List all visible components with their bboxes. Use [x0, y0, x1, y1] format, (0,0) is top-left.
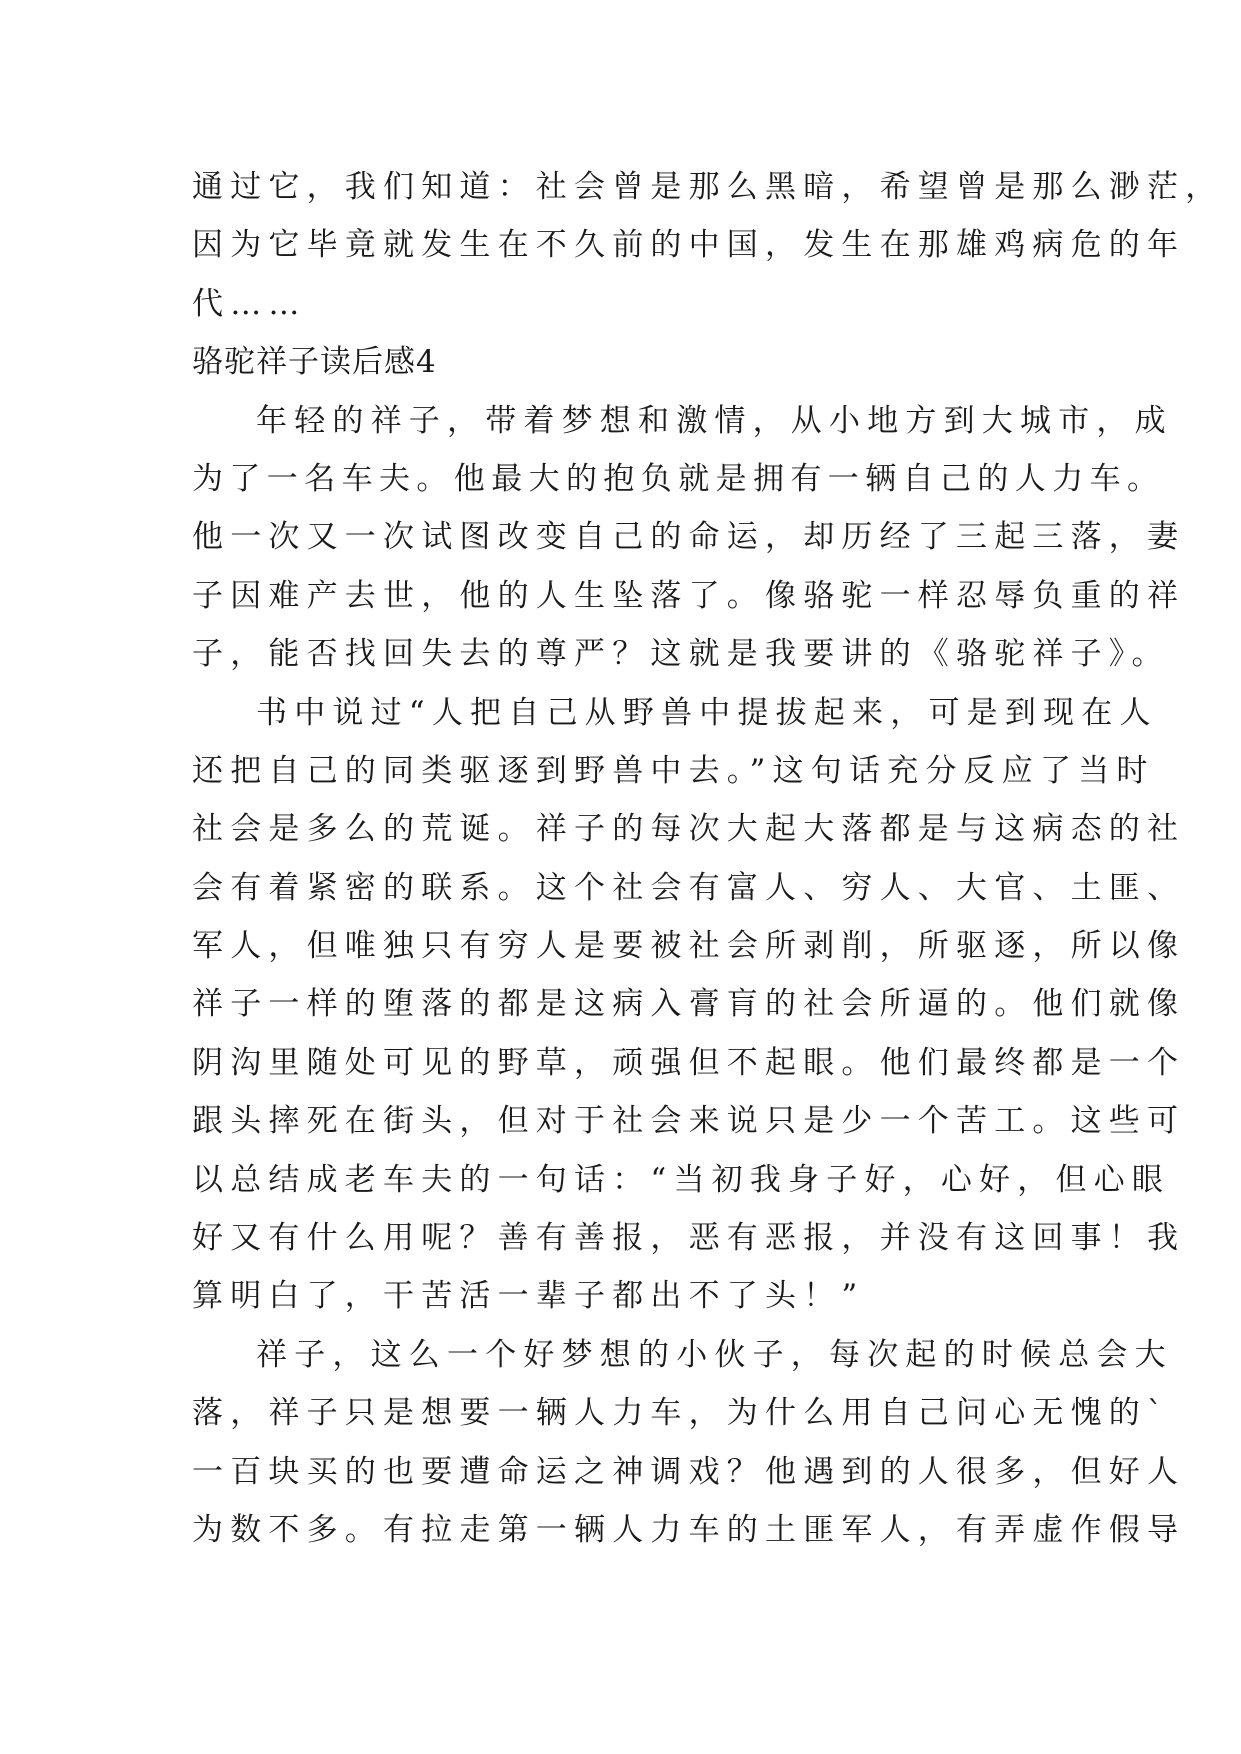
paragraph-line: 会有着紧密的联系。这个社会有富人、穷人、大官、土匪、 [192, 869, 1186, 906]
paragraph-line: 祥子，这么一个好梦想的小伙子，每次起的时候总会大 [256, 1336, 1173, 1373]
intro-line: 因为它毕竟就发生在不久前的中国，发生在那雄鸡病危的年 [192, 227, 1186, 264]
paragraph-line: 算明白了，干苦活一辈子都出不了头！” [192, 1278, 865, 1315]
paragraph-line: 社会是多么的荒诞。祥子的每次大起大落都是与这病态的社 [192, 811, 1186, 848]
paragraph-line: 为了一名车夫。他最大的抱负就是拥有一辆自己的人力车。 [192, 460, 1165, 497]
paragraph-line: 他一次又一次试图改变自己的命运，却历经了三起三落，妻 [192, 519, 1186, 556]
paragraph-line: 书中说过“人把自己从野兽中提拔起来，可是到现在人 [256, 694, 1158, 731]
paragraph-line: 落，祥子只是想要一辆人力车，为什么用自己问心无愧的` [192, 1395, 1170, 1432]
paragraph-line: 军人，但唯独只有穷人是要被社会所剥削，所驱逐，所以像 [192, 928, 1186, 965]
paragraph-line: 一百块买的也要遭命运之神调戏？他遇到的人很多，但好人 [192, 1453, 1186, 1490]
paragraph-line: 跟头摔死在街头，但对于社会来说只是少一个苦工。这些可 [192, 1103, 1186, 1140]
paragraph-2 [192, 684, 1186, 1326]
paragraph-line: 还把自己的同类驱逐到野兽中去。”这句话充分反应了当时 [192, 752, 1155, 789]
document-body [192, 158, 1224, 1559]
section-title: 骆驼祥子读后感4 [192, 344, 437, 381]
paragraph-line: 子因难产去世，他的人生坠落了。像骆驼一样忍辱负重的祥 [192, 577, 1186, 614]
intro-line: 代…… [192, 285, 307, 322]
paragraph-1 [192, 392, 1186, 684]
intro-line: 通过它，我们知道：社会曾是那么黑暗，希望曾是那么渺茫， [192, 169, 1224, 205]
paragraph-line: 好又有什么用呢？善有善报，恶有恶报，并没有这回事！我 [192, 1220, 1186, 1257]
paragraph-line: 年轻的祥子，带着梦想和激情，从小地方到大城市，成 [256, 402, 1173, 439]
paragraph-line: 子，能否找回失去的尊严？这就是我要讲的《骆驼祥子》。 [192, 636, 1170, 673]
paragraph-line: 阴沟里随处可见的野草，顽强但不起眼。他们最终都是一个 [192, 1044, 1186, 1081]
paragraph-line: 以总结成老车夫的一句话：“当初我身子好，心好，但心眼 [192, 1161, 1171, 1198]
paragraph-3 [192, 1326, 1186, 1560]
paragraph-line: 祥子一样的堕落的都是这病入膏肓的社会所逼的。他们就像 [192, 986, 1186, 1023]
paragraph-line: 为数不多。有拉走第一辆人力车的土匪军人，有弄虚作假导 [192, 1511, 1186, 1548]
